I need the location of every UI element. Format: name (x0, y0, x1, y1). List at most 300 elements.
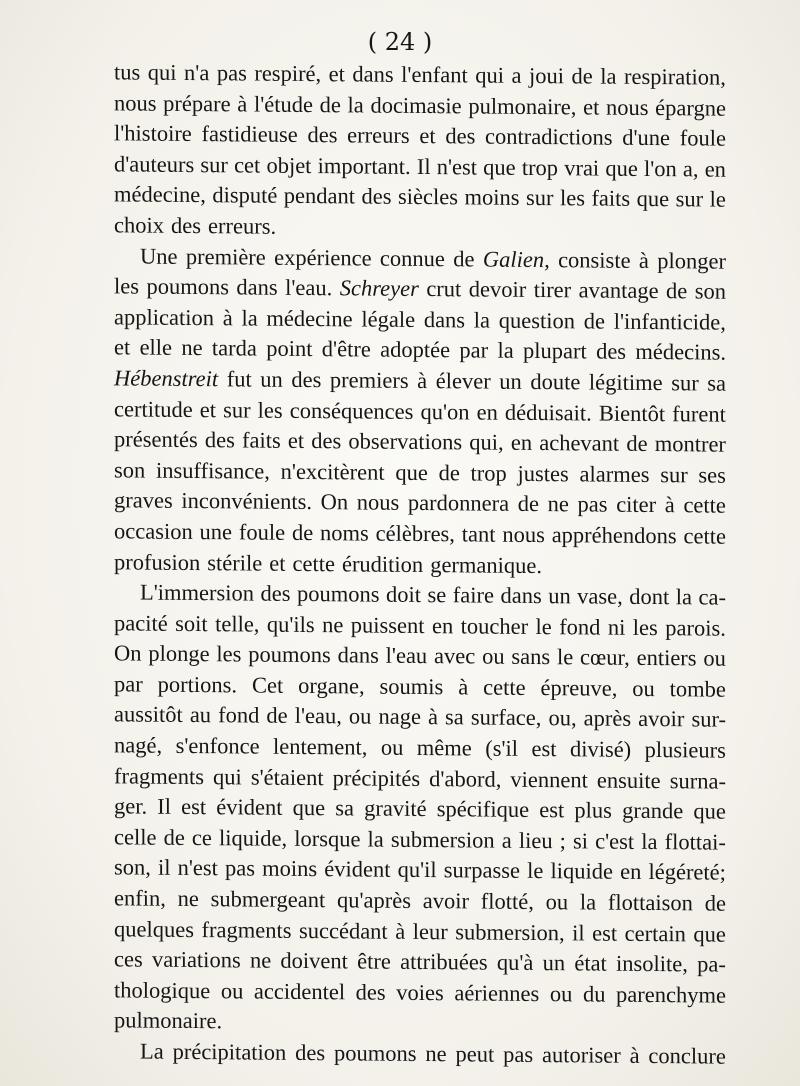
word: des (445, 123, 476, 149)
word: ou (703, 645, 726, 671)
word: n'excitèrent (280, 458, 385, 485)
word: inconvénients. (181, 488, 312, 515)
word: les (257, 397, 283, 423)
word: à (395, 918, 406, 944)
word: observations (348, 428, 463, 455)
word: liquide, (218, 825, 288, 851)
word: de (704, 890, 726, 916)
word: ou (348, 703, 372, 730)
word: la (675, 584, 693, 610)
word: ne (249, 947, 272, 973)
word: nagé, (114, 732, 163, 758)
word: ou (549, 980, 573, 1007)
word: évident (324, 856, 391, 883)
text-line (114, 883, 726, 919)
word: ne (322, 611, 344, 638)
text-line (114, 516, 726, 552)
word: ou (380, 734, 404, 760)
word: sur (223, 396, 251, 423)
word: par (114, 671, 143, 697)
word: spécifique (436, 796, 530, 823)
word: l'histoire (114, 120, 192, 147)
word: l'eau. (285, 274, 333, 301)
word: n'a (184, 59, 210, 86)
word: conclure (648, 1042, 726, 1069)
word: appréhendons (551, 522, 677, 549)
word: est (539, 797, 565, 823)
word: achevant (539, 430, 620, 456)
text-line (114, 730, 726, 766)
word: ni (607, 614, 626, 640)
word: et (269, 550, 286, 576)
word: certitude (114, 395, 193, 422)
word: sur- (691, 706, 726, 733)
word: consiste (558, 246, 631, 273)
word: à (638, 247, 649, 273)
word: tarda (211, 335, 257, 361)
word: des (295, 1039, 326, 1066)
word: ca- (698, 584, 726, 610)
word: telle, (215, 610, 260, 637)
word: plusieurs (644, 737, 726, 763)
word: justes (517, 460, 569, 487)
word: être (357, 948, 391, 974)
word: pardonnera (407, 490, 510, 517)
word: présentés (114, 426, 198, 453)
word: entiers (636, 645, 697, 671)
word: joui (528, 62, 564, 89)
word: erreurs. (208, 213, 277, 239)
word: l'enfant (401, 61, 468, 88)
word: médecine (266, 305, 353, 332)
text-line (114, 792, 726, 828)
word: poumons (334, 1040, 417, 1066)
word: un (260, 366, 283, 392)
word: objet (266, 152, 312, 178)
word: qui, (469, 429, 504, 455)
word: médecine, (114, 181, 206, 208)
word: un (542, 950, 566, 976)
word: de (517, 491, 540, 517)
word: plus (574, 797, 612, 823)
word: faits (591, 185, 631, 212)
word: application (114, 304, 214, 330)
word: l'eau, (294, 703, 342, 729)
word: le (709, 186, 726, 213)
word: ces (114, 946, 143, 972)
word: de (163, 824, 185, 850)
word: à (629, 1042, 640, 1068)
word: plonge (148, 640, 210, 667)
word: On (114, 640, 142, 666)
word: expérience (274, 244, 372, 271)
word: surpasse (443, 857, 521, 884)
word: respiré, (254, 60, 322, 87)
word: ses (698, 462, 726, 488)
text-line (114, 363, 726, 399)
word: par (459, 337, 489, 363)
word: erreurs (347, 122, 410, 149)
word: sa (335, 795, 354, 821)
word: l'étude (253, 91, 313, 117)
word: nous (606, 94, 649, 120)
word: médecins. (635, 339, 726, 366)
word: germanique. (430, 551, 543, 578)
word: siècles (398, 184, 458, 210)
word: Cet (251, 672, 284, 698)
word: faire (452, 582, 494, 608)
word: lentement, (273, 733, 368, 760)
word: n'est (177, 855, 218, 881)
word: des (307, 122, 338, 148)
word: aériennes (454, 980, 540, 1006)
word: une (199, 518, 233, 545)
word: moins (464, 184, 520, 211)
word: grande (622, 798, 684, 824)
word: le (527, 858, 544, 884)
word: Il (416, 153, 431, 179)
word: sa (707, 370, 726, 396)
word: pas (225, 855, 256, 881)
word: sur (675, 186, 704, 212)
word: attribuées (400, 949, 488, 975)
word: célèbres, (375, 520, 455, 547)
word: parois. (665, 614, 726, 641)
text-line (114, 424, 726, 460)
word: après (583, 705, 632, 732)
word: cette (292, 550, 335, 576)
word: fragments (114, 762, 204, 789)
word: disputé (212, 182, 278, 209)
word: pas (577, 491, 608, 517)
word: n'est (436, 153, 478, 180)
word: première (185, 243, 266, 270)
word: sur (660, 461, 688, 488)
word: pulmonaire. (114, 1007, 223, 1034)
word: du (582, 981, 606, 1007)
word: point (266, 336, 313, 362)
word: qui (475, 62, 504, 88)
word: la (347, 91, 364, 118)
word: déduisait. (504, 399, 592, 426)
word: de (266, 703, 288, 729)
word: poumons (297, 581, 380, 607)
word: doit (386, 581, 422, 608)
word: trop (470, 460, 507, 486)
word: viennent (510, 766, 588, 793)
word: cœur, (580, 644, 630, 671)
word: peut (455, 1041, 495, 1067)
word: qu'à (496, 949, 534, 976)
word: épargne (655, 94, 726, 121)
word: voies (396, 979, 444, 1006)
word: qu'on (420, 398, 470, 424)
word: et (583, 94, 600, 120)
word: cette (683, 492, 726, 518)
word: état (574, 950, 607, 976)
word: d'une (622, 124, 671, 151)
word: ou (220, 978, 244, 1004)
word: noms (320, 520, 369, 546)
word: ; (559, 828, 566, 854)
word: des (355, 979, 386, 1005)
word: lieu (518, 827, 553, 854)
word: autoriser (541, 1042, 621, 1068)
word: doute (530, 368, 581, 395)
word: a, (682, 156, 699, 182)
word: stérile (207, 549, 263, 576)
word: il (158, 855, 171, 881)
text-line (114, 271, 726, 307)
word: l'eau (385, 642, 428, 669)
word: important. (317, 152, 411, 179)
word: d'auteurs (114, 151, 195, 177)
word: foule (679, 125, 726, 151)
word: dans (337, 642, 379, 668)
word: doivent (280, 948, 348, 974)
word: c'est (595, 828, 635, 854)
word: fond (559, 613, 601, 640)
word: dont (629, 583, 670, 610)
word: sans (511, 644, 551, 670)
word: devoir (468, 276, 527, 303)
word: en (510, 429, 533, 456)
body-text (114, 60, 726, 1070)
word: a (501, 827, 512, 853)
word: que (636, 186, 670, 212)
word: que (693, 798, 726, 824)
word: graves (114, 487, 173, 514)
word: que (395, 459, 428, 485)
word: légéreté; (648, 859, 726, 886)
word: les (114, 273, 139, 299)
word: quelques (114, 915, 194, 942)
word: premiers (329, 367, 409, 393)
word: fastidieuse (201, 121, 298, 148)
word: en (704, 156, 726, 182)
word: dans (500, 582, 542, 609)
word: dans (236, 274, 278, 300)
word: des (361, 183, 392, 210)
word: furent (672, 400, 726, 427)
word: la (600, 63, 617, 89)
word: poumons (248, 641, 331, 668)
word: succédant (298, 917, 388, 944)
word: les (632, 614, 658, 640)
word: qu'après (336, 887, 411, 913)
word: avec (434, 643, 476, 669)
word: de (319, 91, 341, 117)
text-line (114, 57, 726, 93)
word: la (241, 305, 258, 331)
word: aussitôt (114, 701, 183, 728)
word: des (596, 338, 627, 365)
word: moins (262, 856, 318, 882)
word: même (416, 735, 472, 761)
word: surface, (470, 704, 542, 731)
word: pendant (283, 183, 356, 209)
word: soit (175, 610, 208, 636)
word: crut (426, 276, 462, 302)
word: sur (200, 151, 228, 178)
word: submergeant (210, 886, 326, 913)
word: poumons (146, 273, 229, 300)
word: liquide (550, 858, 613, 885)
italic-name: Hébenstreit (114, 365, 219, 392)
word: surna- (669, 767, 726, 794)
word: dans (423, 306, 466, 333)
word: adoptée (380, 336, 451, 363)
word: en (620, 859, 642, 885)
word: le (556, 644, 574, 670)
word: la (497, 338, 514, 364)
word: évident (216, 794, 283, 821)
italic-name: Galien, (482, 246, 550, 272)
word: son (694, 278, 726, 304)
word: portions. (157, 671, 238, 698)
word: est (531, 736, 557, 762)
word: il (572, 919, 585, 946)
word: sa (445, 704, 464, 730)
word: soumis (379, 673, 444, 700)
word: et (419, 123, 436, 149)
word: organe, (298, 672, 365, 699)
word: est (181, 794, 207, 820)
word: des (204, 427, 235, 453)
word: insolite, (616, 950, 688, 977)
word: la (579, 889, 597, 915)
word: précipités (332, 764, 421, 791)
word: submersion, (455, 918, 565, 945)
word: et (114, 334, 131, 360)
word: flottaison (607, 889, 693, 916)
word: ne (181, 335, 203, 361)
word: ne (547, 491, 569, 517)
word: à (222, 305, 233, 331)
word: avoir (638, 706, 685, 732)
word: précipitation (172, 1038, 287, 1065)
word: conséquences (289, 397, 414, 424)
word: Il (157, 793, 171, 820)
word: de (453, 245, 475, 272)
word: de (438, 459, 460, 486)
word: en (476, 399, 498, 425)
word: la (641, 828, 658, 854)
word: faits (242, 427, 281, 453)
word: a (511, 62, 522, 88)
word: nous (502, 521, 545, 547)
text-line (114, 577, 726, 613)
word: nous (356, 489, 400, 516)
word: s'étaient (250, 764, 324, 790)
word: en (431, 612, 454, 638)
word: ou (482, 643, 505, 670)
word: ger. (114, 793, 148, 819)
word: et (328, 61, 345, 87)
word: alarmes (579, 461, 650, 487)
word: profusion (114, 548, 201, 575)
page-number: ( 24 ) (367, 28, 433, 56)
word: tombe (669, 676, 726, 702)
word: pas (503, 1041, 534, 1067)
word: fragments (201, 916, 292, 943)
word: à (458, 674, 469, 700)
word: ne (177, 885, 199, 912)
word: ce (191, 824, 212, 851)
word: à (237, 90, 248, 117)
word: un (548, 583, 571, 609)
word: Une (140, 243, 178, 269)
word: divisé) (569, 736, 632, 762)
word: docimasie (370, 92, 462, 118)
word: ne (425, 1041, 447, 1067)
word: pulmonaire, (468, 93, 577, 119)
word: la (367, 826, 384, 852)
word: connue (379, 245, 445, 271)
word: légitime (588, 369, 663, 396)
word: de (626, 430, 648, 457)
word: qui (147, 59, 177, 85)
word: pas (216, 60, 247, 86)
word: des (171, 212, 201, 239)
word: trop (521, 154, 559, 180)
word: que (292, 795, 326, 821)
word: de (666, 278, 688, 304)
word: choix (114, 212, 164, 238)
word: fond (218, 702, 260, 729)
word: tus (114, 59, 141, 85)
word: question (498, 307, 576, 334)
word: vase, (577, 583, 623, 609)
word: La (140, 1038, 164, 1064)
word: pacité (114, 610, 168, 636)
italic-name: Schreyer (339, 275, 419, 302)
word: celle (114, 824, 157, 850)
word: et (287, 427, 305, 454)
text-line (114, 119, 726, 155)
word: son, (114, 854, 151, 881)
word: qu'il (397, 857, 437, 883)
word: plupart (523, 338, 587, 364)
word: son (114, 457, 146, 483)
text-line (114, 1036, 726, 1072)
word: thologique (114, 977, 211, 1003)
word: qui (213, 763, 242, 790)
word: On (320, 489, 349, 515)
word: occasion (114, 518, 193, 544)
word: et (199, 396, 217, 422)
word: cette (683, 523, 726, 549)
word: variations (151, 946, 241, 973)
word: que (483, 154, 516, 180)
word: contradictions (485, 123, 613, 150)
word: le (535, 613, 552, 639)
word: cet (234, 152, 261, 178)
text-line (114, 945, 726, 981)
word: flottai- (664, 828, 726, 855)
word: de (571, 63, 593, 89)
word: si (573, 828, 589, 854)
word: épreuve, (540, 674, 618, 701)
word: à (664, 492, 675, 518)
word: avoir (422, 888, 469, 914)
word: la (473, 307, 491, 333)
word: se (427, 582, 447, 608)
word: flotté, (480, 888, 534, 915)
word: sur (671, 370, 699, 396)
word: respiration, (623, 63, 726, 90)
word: des (260, 580, 291, 606)
